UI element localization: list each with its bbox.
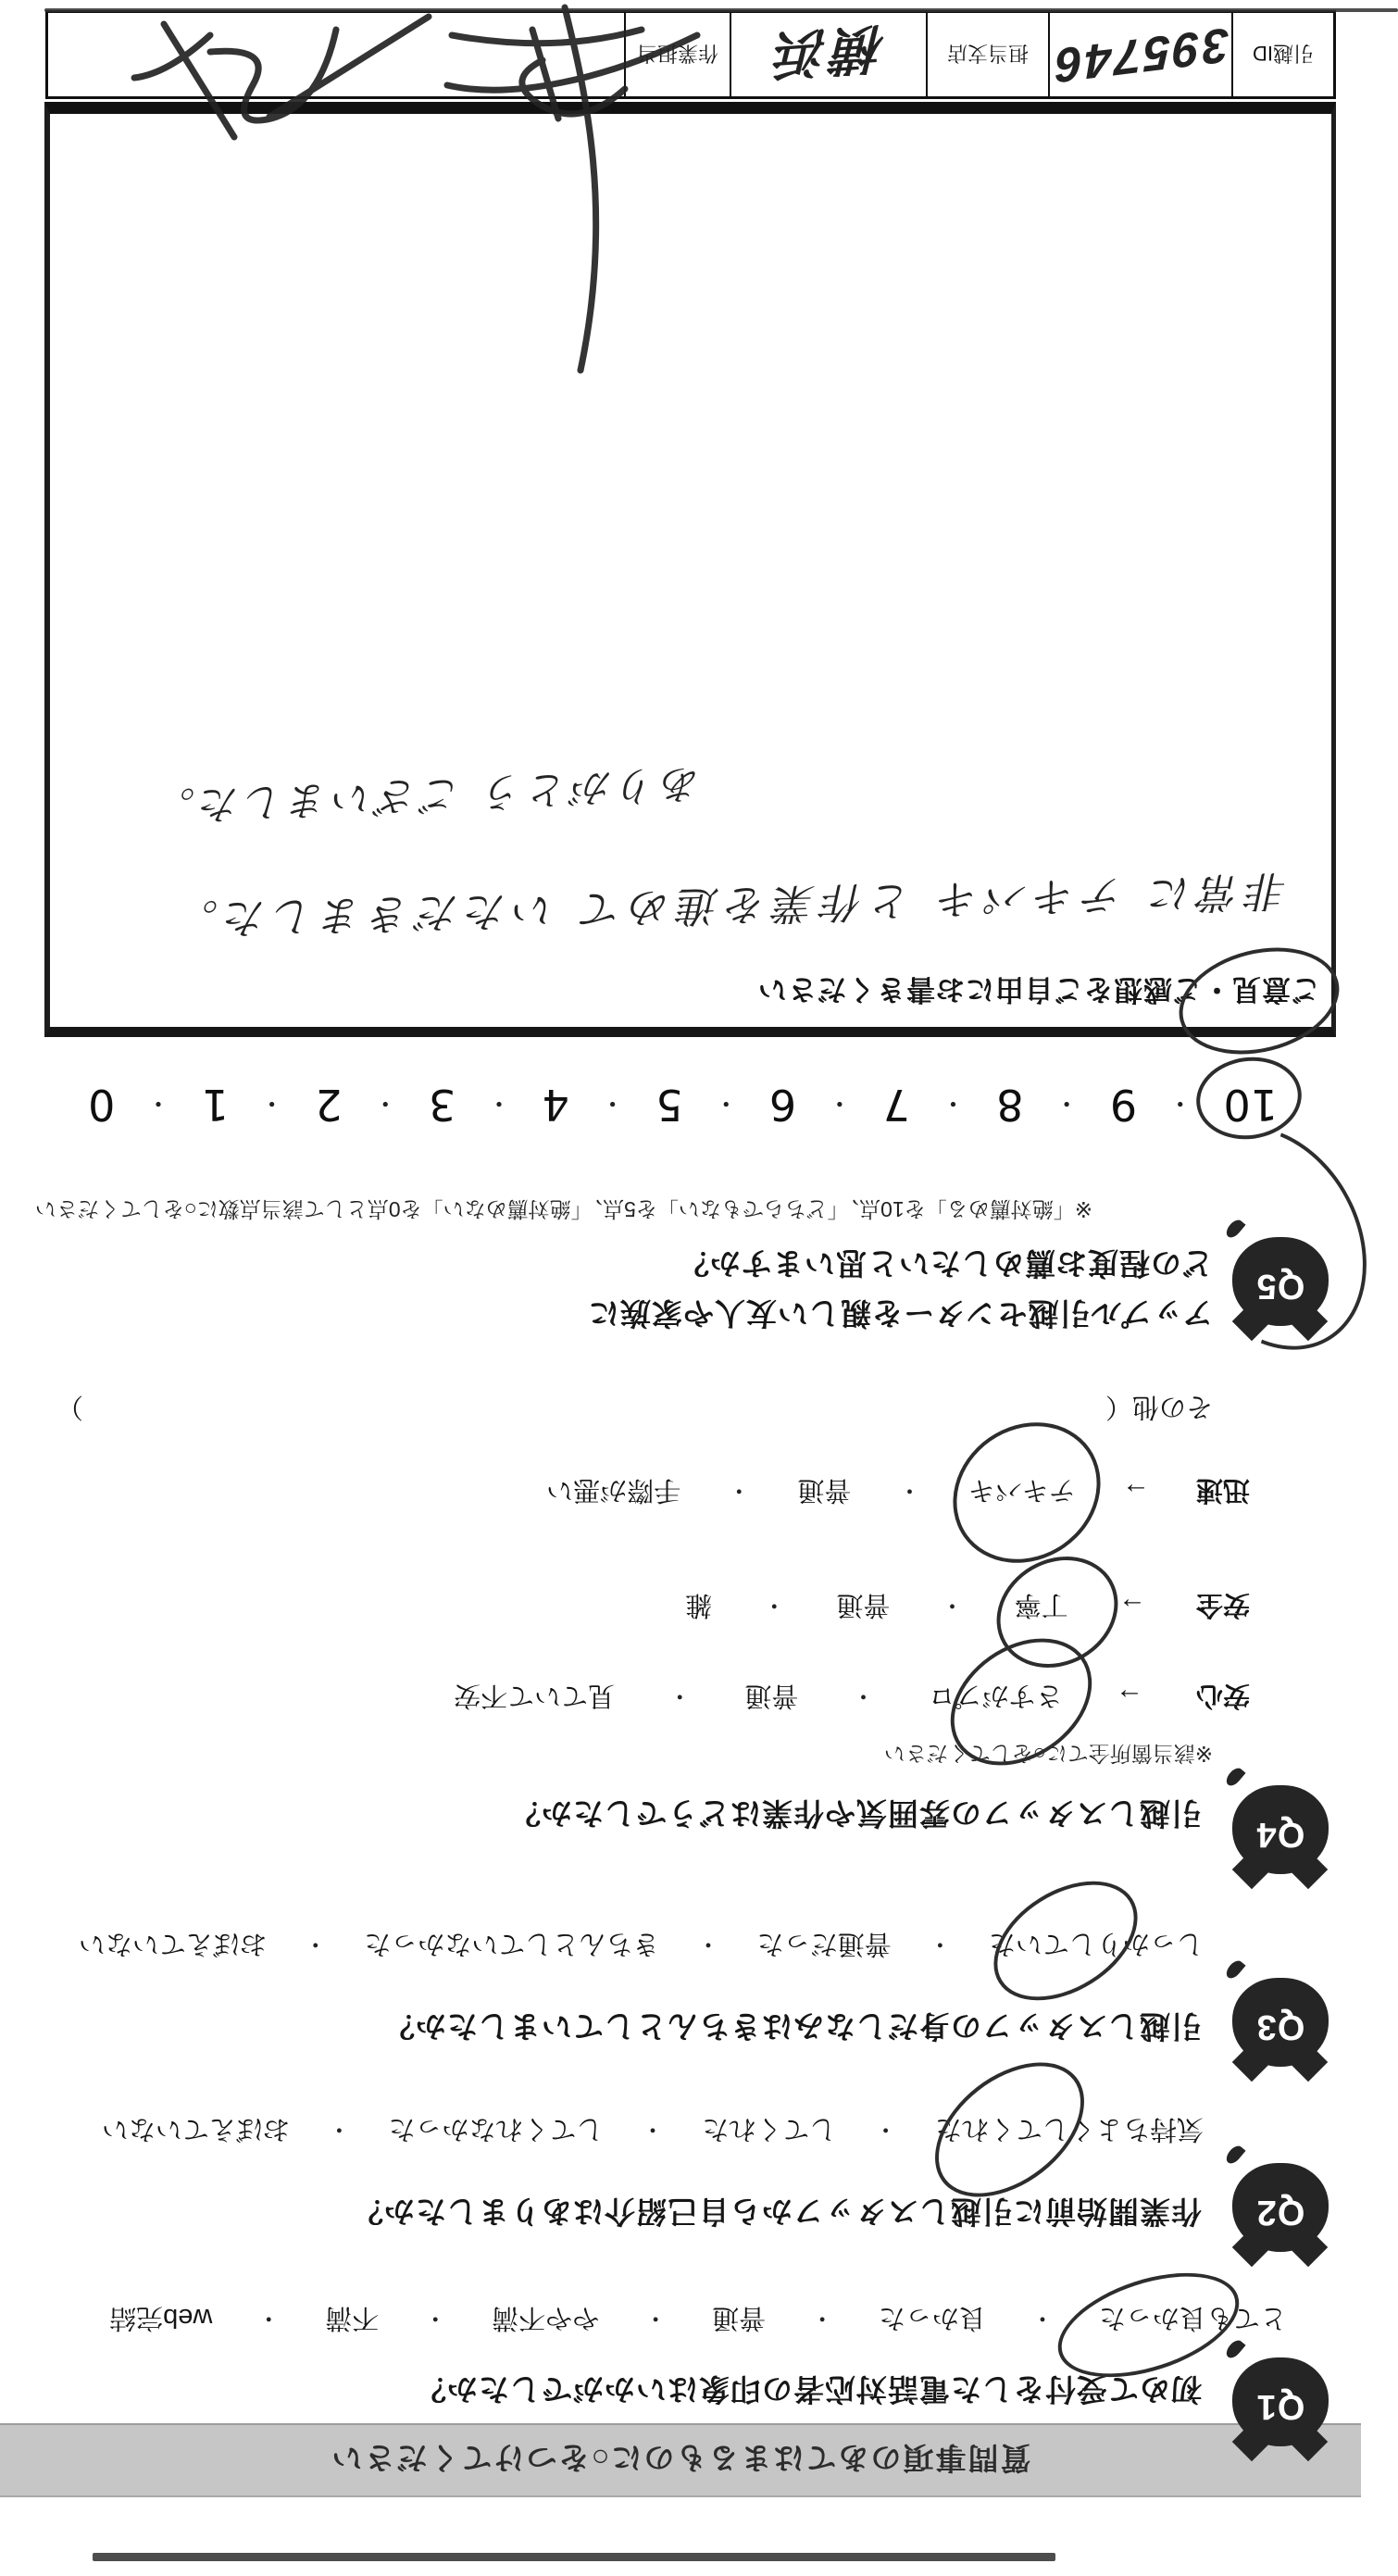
- scale-number: 2: [315, 1080, 343, 1130]
- option-separator: ・: [873, 2116, 898, 2144]
- q1-bubble-icon: [1227, 2350, 1333, 2463]
- option-separator: ・: [897, 1477, 922, 1505]
- scale-number: 3: [428, 1080, 456, 1130]
- q4-other-label: [1105, 1390, 1213, 1428]
- option-separator: ・: [256, 2305, 281, 2332]
- scale-separator: ・: [713, 1089, 740, 1118]
- q2-option: してくれた: [702, 2114, 837, 2144]
- scale-number: 6: [768, 1080, 797, 1130]
- moving-id-value-cell: [1048, 13, 1231, 96]
- q2-question-text: 作業開始前に引越しスタッフから自己紹介はありましたか？: [352, 2195, 1202, 2229]
- q3-option: しっかりしていた: [988, 1929, 1204, 1958]
- q2-bubble-icon: [1227, 2156, 1333, 2269]
- scale-separator: ・: [485, 1089, 512, 1118]
- q2-option: してくれなかった: [388, 2114, 604, 2144]
- scale-number: 9: [1109, 1080, 1138, 1130]
- option-separator: ・: [928, 1931, 953, 1958]
- comment-box-label: ご意見・ご感想をご自由にお書きください: [757, 973, 1320, 1006]
- q3-badge-label: Q3: [1255, 2007, 1305, 2046]
- pen-circle-q3-answer: [972, 1857, 1158, 2025]
- q1-option: web完結: [109, 2303, 213, 2332]
- option-separator: ・: [762, 1592, 787, 1619]
- option-separator: ・: [641, 2116, 666, 2144]
- q4-bubble-icon: [1227, 1778, 1333, 1891]
- q3-option: おぼえていない: [79, 1929, 268, 1958]
- option-separator: ・: [327, 2116, 352, 2144]
- moving-id-label: 引越ID: [1231, 13, 1333, 96]
- q4-option: 普通: [836, 1590, 891, 1619]
- scale-number: 8: [996, 1080, 1024, 1130]
- option-separator: ・: [1030, 2305, 1055, 2332]
- q5-question-line1: アップル引越センターを親しい友人や家族に: [587, 1296, 1213, 1331]
- handwritten-comment-line2: ありがとう ございました。: [150, 759, 703, 830]
- q4-other-close-paren: ）: [56, 1392, 83, 1421]
- instruction-bar-text: 質問事項のあてはまるものに○をつけてください: [330, 2441, 1031, 2476]
- option-separator: ・: [727, 1477, 752, 1505]
- option-separator: ・: [810, 2305, 835, 2332]
- q4-other-text: その他: [1131, 1392, 1213, 1421]
- scan-artifact-line: [93, 2553, 1055, 2561]
- handwritten-comment-line1: 非常に テキパキ と作業を進めて いただきました。: [169, 866, 1290, 944]
- q4-row-jinsoku: [546, 1473, 1250, 1511]
- scale-separator: ・: [258, 1089, 285, 1118]
- scale-number: 10: [1223, 1080, 1278, 1130]
- option-separator: ・: [643, 2305, 668, 2332]
- scale-separator: ・: [826, 1089, 853, 1118]
- q2-badge-label: Q2: [1255, 2193, 1305, 2232]
- scale-number: 7: [882, 1080, 910, 1130]
- q1-option: 普通: [712, 2303, 767, 2332]
- q1-badge-label: Q1: [1255, 2387, 1305, 2426]
- pen-circle-score-10: [1191, 1050, 1306, 1145]
- q4-row-label: 安心: [1195, 1681, 1250, 1710]
- option-separator: ・: [668, 1682, 693, 1710]
- pen-arc-around-q5-badge: [1138, 1093, 1398, 1382]
- q4-option: 普通: [744, 1681, 799, 1710]
- q4-badge-label: Q4: [1255, 1815, 1305, 1854]
- q5-badge-label: Q5: [1255, 1267, 1305, 1306]
- scale-number: 5: [655, 1080, 683, 1130]
- q4-note: ※該当箇所全てに○をしてください: [883, 1742, 1213, 1766]
- scale-number: 1: [201, 1080, 229, 1130]
- q4-option: 丁寧: [1014, 1590, 1068, 1619]
- q4-option: さすがプロ: [928, 1681, 1063, 1710]
- branch-value-cell: [730, 13, 926, 96]
- instruction-bar: [0, 2423, 1361, 2497]
- q1-question-text: 初めて受付をした電話対応者の印象はいかがでしたか？: [415, 2372, 1202, 2407]
- scale-number: 0: [88, 1080, 116, 1130]
- q5-rating-scale: [88, 1080, 1278, 1130]
- scale-separator: ・: [940, 1089, 967, 1118]
- q1-option: とても良かった: [1098, 2303, 1287, 2332]
- arrow-glyph: →: [1121, 1477, 1150, 1508]
- option-separator: ・: [940, 1592, 965, 1619]
- q1-option: やや不満: [492, 2303, 600, 2332]
- q1-option: 良かった: [879, 2303, 987, 2332]
- scale-separator: ・: [1167, 1089, 1193, 1118]
- q4-row-anzen: [685, 1588, 1250, 1626]
- option-separator: ・: [851, 1682, 876, 1710]
- scale-separator: ・: [372, 1089, 399, 1118]
- q5-question-line2: どの程度お薦めしたいと思いますか？: [678, 1246, 1213, 1281]
- q3-option: 普通だった: [756, 1929, 892, 1958]
- branch-label: 担当支店: [926, 13, 1048, 96]
- option-separator: ・: [696, 1931, 721, 1958]
- handwritten-branch-name: 横浜: [771, 18, 886, 85]
- q4-question-text: 引越しスタッフの雰囲気や作業はどうでしたか？: [509, 1796, 1202, 1831]
- q4-other-close: [56, 1390, 83, 1428]
- q4-row-anshin: [454, 1679, 1250, 1717]
- q4-option: 雑: [685, 1590, 713, 1619]
- q3-option: きちんとしていなかった: [364, 1929, 660, 1958]
- scale-number: 4: [542, 1080, 569, 1130]
- q1-option: 不満: [325, 2303, 380, 2332]
- q4-option: 手際が悪い: [546, 1475, 681, 1505]
- arrow-glyph: →: [1115, 1682, 1143, 1714]
- pen-circle-q4-jinsoku: [926, 1394, 1129, 1591]
- option-separator: ・: [303, 1931, 328, 1958]
- scale-separator: ・: [599, 1089, 626, 1118]
- q5-note: ※「絶対薦める」を10点、「どちらでもない」を5点、「絶対薦めない」を0点として該当点数に○をしてください: [34, 1197, 1092, 1221]
- q3-bubble-icon: [1227, 1970, 1333, 2083]
- scale-separator: ・: [1054, 1089, 1080, 1118]
- arrow-glyph: →: [1117, 1592, 1146, 1623]
- staff-label: 作業担当: [624, 13, 730, 96]
- q4-option: 見ていて不安: [454, 1681, 616, 1710]
- staff-signature-handwriting: [51, 4, 755, 398]
- q2-option: 気持ちよくしてくれた: [934, 2114, 1204, 2144]
- scan-artifact-line-bottom: [44, 8, 1398, 12]
- q4-option: 普通: [797, 1475, 852, 1505]
- q4-other-open-paren: （: [1105, 1392, 1132, 1421]
- q3-question-text: 引越しスタッフの身だしなみはきちんとしていましたか？: [383, 2009, 1202, 2044]
- scale-separator: ・: [145, 1089, 172, 1118]
- q2-option: おぼえていない: [102, 2114, 291, 2144]
- q4-row-label: 安全: [1195, 1590, 1250, 1619]
- q4-row-label: 迅速: [1195, 1475, 1250, 1505]
- option-separator: ・: [423, 2305, 448, 2332]
- handwritten-moving-id: 395746: [1052, 17, 1229, 93]
- q4-option: テキパキ: [967, 1475, 1076, 1505]
